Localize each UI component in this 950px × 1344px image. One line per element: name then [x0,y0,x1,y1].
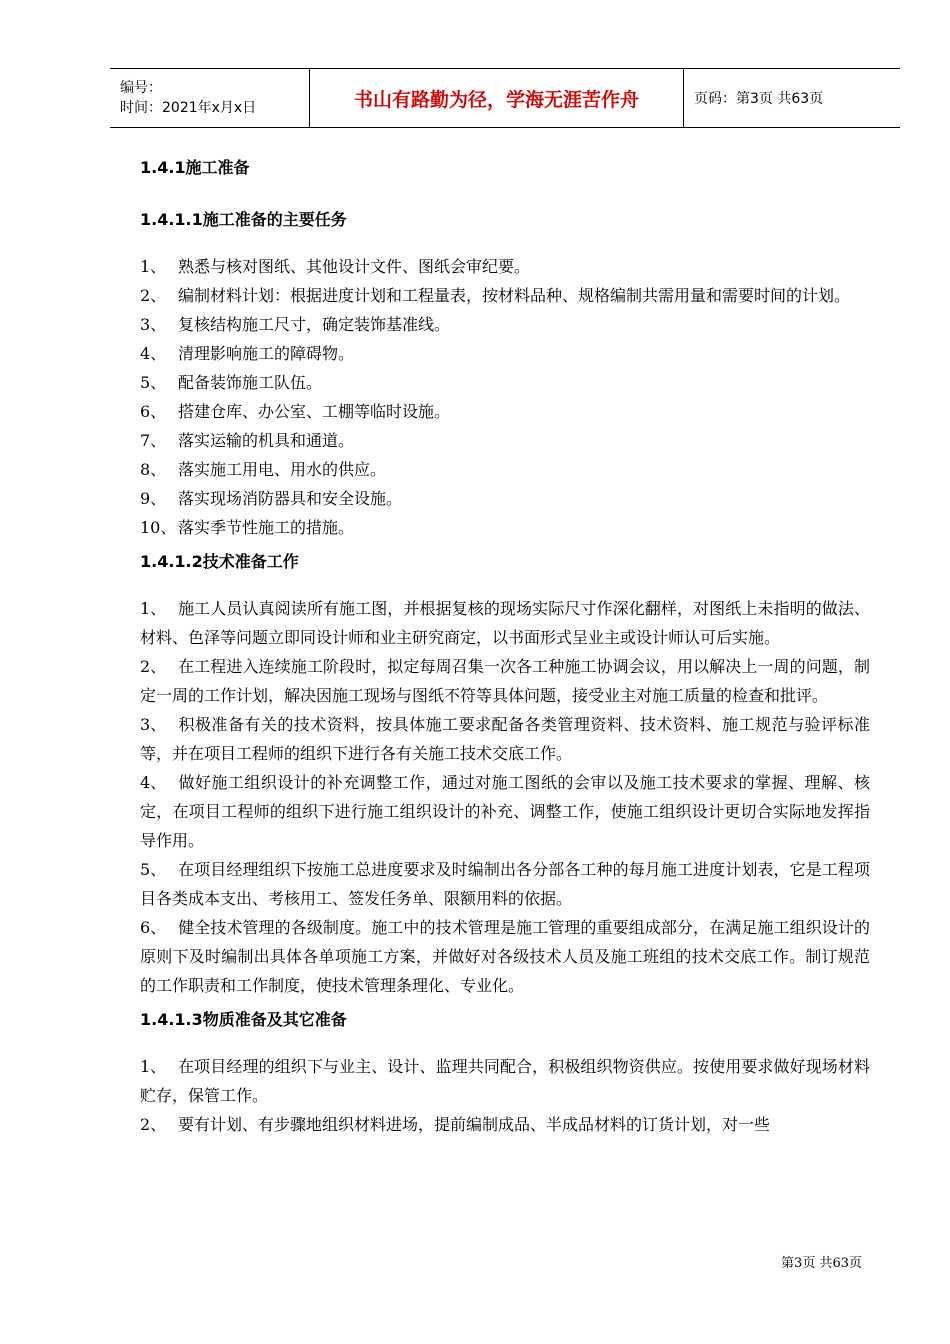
item-number: 8、 [140,460,167,479]
tech-prep-list [140,594,870,1000]
list-item [140,310,870,339]
list-item [140,368,870,397]
list-item [140,855,870,913]
header-page-info: 页码：第3页 共63页 [694,91,824,107]
item-number: 5、 [140,860,167,879]
page-header [110,68,900,128]
section-title: 1.4.1施工准备 [140,158,250,177]
item-number: 7、 [140,431,167,450]
item-text: 施工人员认真阅读所有施工图，并根据复核的现场实际尺寸作深化翻样，对图纸上未指明的做法、材料、色泽等问题立即同设计师和业主研究商定，以书面形式呈业主或设计师认可后实施。 [140,599,870,647]
list-item [140,426,870,455]
item-number: 3、 [140,315,167,334]
task-list [140,252,870,542]
item-text: 积极准备有关的技术资料，按具体施工要求配备各类管理资料、技术资料、施工规范与验评标准等，并在项目工程师的组织下进行各有关施工技术交底工作。 [140,715,870,763]
list-item [140,484,870,513]
material-prep-list [140,1052,870,1139]
section-title: 1.4.1.2技术准备工作 [140,552,299,571]
item-number: 1、 [140,599,167,618]
item-text: 在工程进入连续施工阶段时，拟定每周召集一次各工种施工协调会议，用以解决上一周的问题，制定一周的工作计划，解决因施工现场与图纸不符等具体问题，接受业主对施工质量的检查和批评。 [140,657,870,705]
section-title: 1.4.1.3物质准备及其它准备 [140,1010,347,1029]
item-number: 6、 [140,918,167,937]
item-number: 1、 [140,1057,167,1076]
item-number: 1、 [140,257,167,276]
item-number: 2、 [140,1115,167,1134]
list-item [140,281,870,310]
list-item [140,252,870,281]
item-text: 落实施工用电、用水的供应。 [178,460,387,479]
header-meta [110,69,310,127]
item-number: 2、 [140,657,167,676]
section-title: 1.4.1.1施工准备的主要任务 [140,210,347,229]
item-text: 熟悉与核对图纸、其他设计文件、图纸会审纪要。 [178,257,531,276]
list-item [140,594,870,652]
item-text: 在项目经理组织下按施工总进度要求及时编制出各分部各工种的每月施工进度计划表，它是工程项目各类成本支出、考核用工、签发任务单、限额用料的依据。 [140,860,870,908]
item-number: 9、 [140,489,167,508]
item-text: 编制材料计划：根据进度计划和工程量表，按材料品种、规格编制共需用量和需要时间的计划。 [178,286,851,305]
item-number: 6、 [140,402,167,421]
item-text: 清理影响施工的障碍物。 [178,344,355,363]
item-text: 做好施工组织设计的补充调整工作，通过对施工图纸的会审以及施工技术要求的掌握、理解、核定，在项目工程师的组织下进行施工组织设计的补充、调整工作，使施工组织设计更切合实际地发挥指导作用。 [140,773,870,850]
item-text: 健全技术管理的各级制度。施工中的技术管理是施工管理的重要组成部分，在满足施工组织设计的原则下及时编制出具体各单项施工方案，并做好对各级技术人员及施工班组的技术交底工作。制订规范的工作职责和工作制度，使技术管理条理化、专业化。 [140,918,870,995]
item-text: 在项目经理的组织下与业主、设计、监理共同配合，积极组织物资供应。按使用要求做好现场材料贮存，保管工作。 [140,1057,870,1105]
item-text: 复核结构施工尺寸，确定装饰基准线。 [178,315,451,334]
list-item [140,339,870,368]
item-text: 搭建仓库、办公室、工棚等临时设施。 [178,402,451,421]
item-text: 配备装饰施工队伍。 [178,373,323,392]
page-footer: 第3页 共63页 [781,1256,862,1271]
list-item [140,652,870,710]
item-number: 3、 [140,715,167,734]
list-item [140,913,870,1000]
list-item [140,710,870,768]
item-number: 4、 [140,773,167,792]
item-number: 2、 [140,286,167,305]
time-label: 时间：2021年x月x日 [120,100,257,116]
list-item [140,513,870,542]
item-number: 5、 [140,373,167,392]
list-item [140,455,870,484]
item-number: 10、 [140,518,177,537]
item-text: 落实运输的机具和通道。 [178,431,355,450]
item-text: 落实现场消防器具和安全设施。 [178,489,403,508]
serial-label: 编号： [120,80,162,96]
document-body [140,148,870,1139]
item-text: 落实季节性施工的措施。 [178,518,355,537]
list-item [140,1052,870,1110]
item-text: 要有计划、有步骤地组织材料进场，提前编制成品、半成品材料的订货计划，对一些 [178,1115,771,1134]
list-item [140,1110,870,1139]
list-item [140,768,870,855]
header-motto: 书山有路勤为径，学海无涯苦作舟 [310,69,684,127]
item-number: 4、 [140,344,167,363]
list-item [140,397,870,426]
